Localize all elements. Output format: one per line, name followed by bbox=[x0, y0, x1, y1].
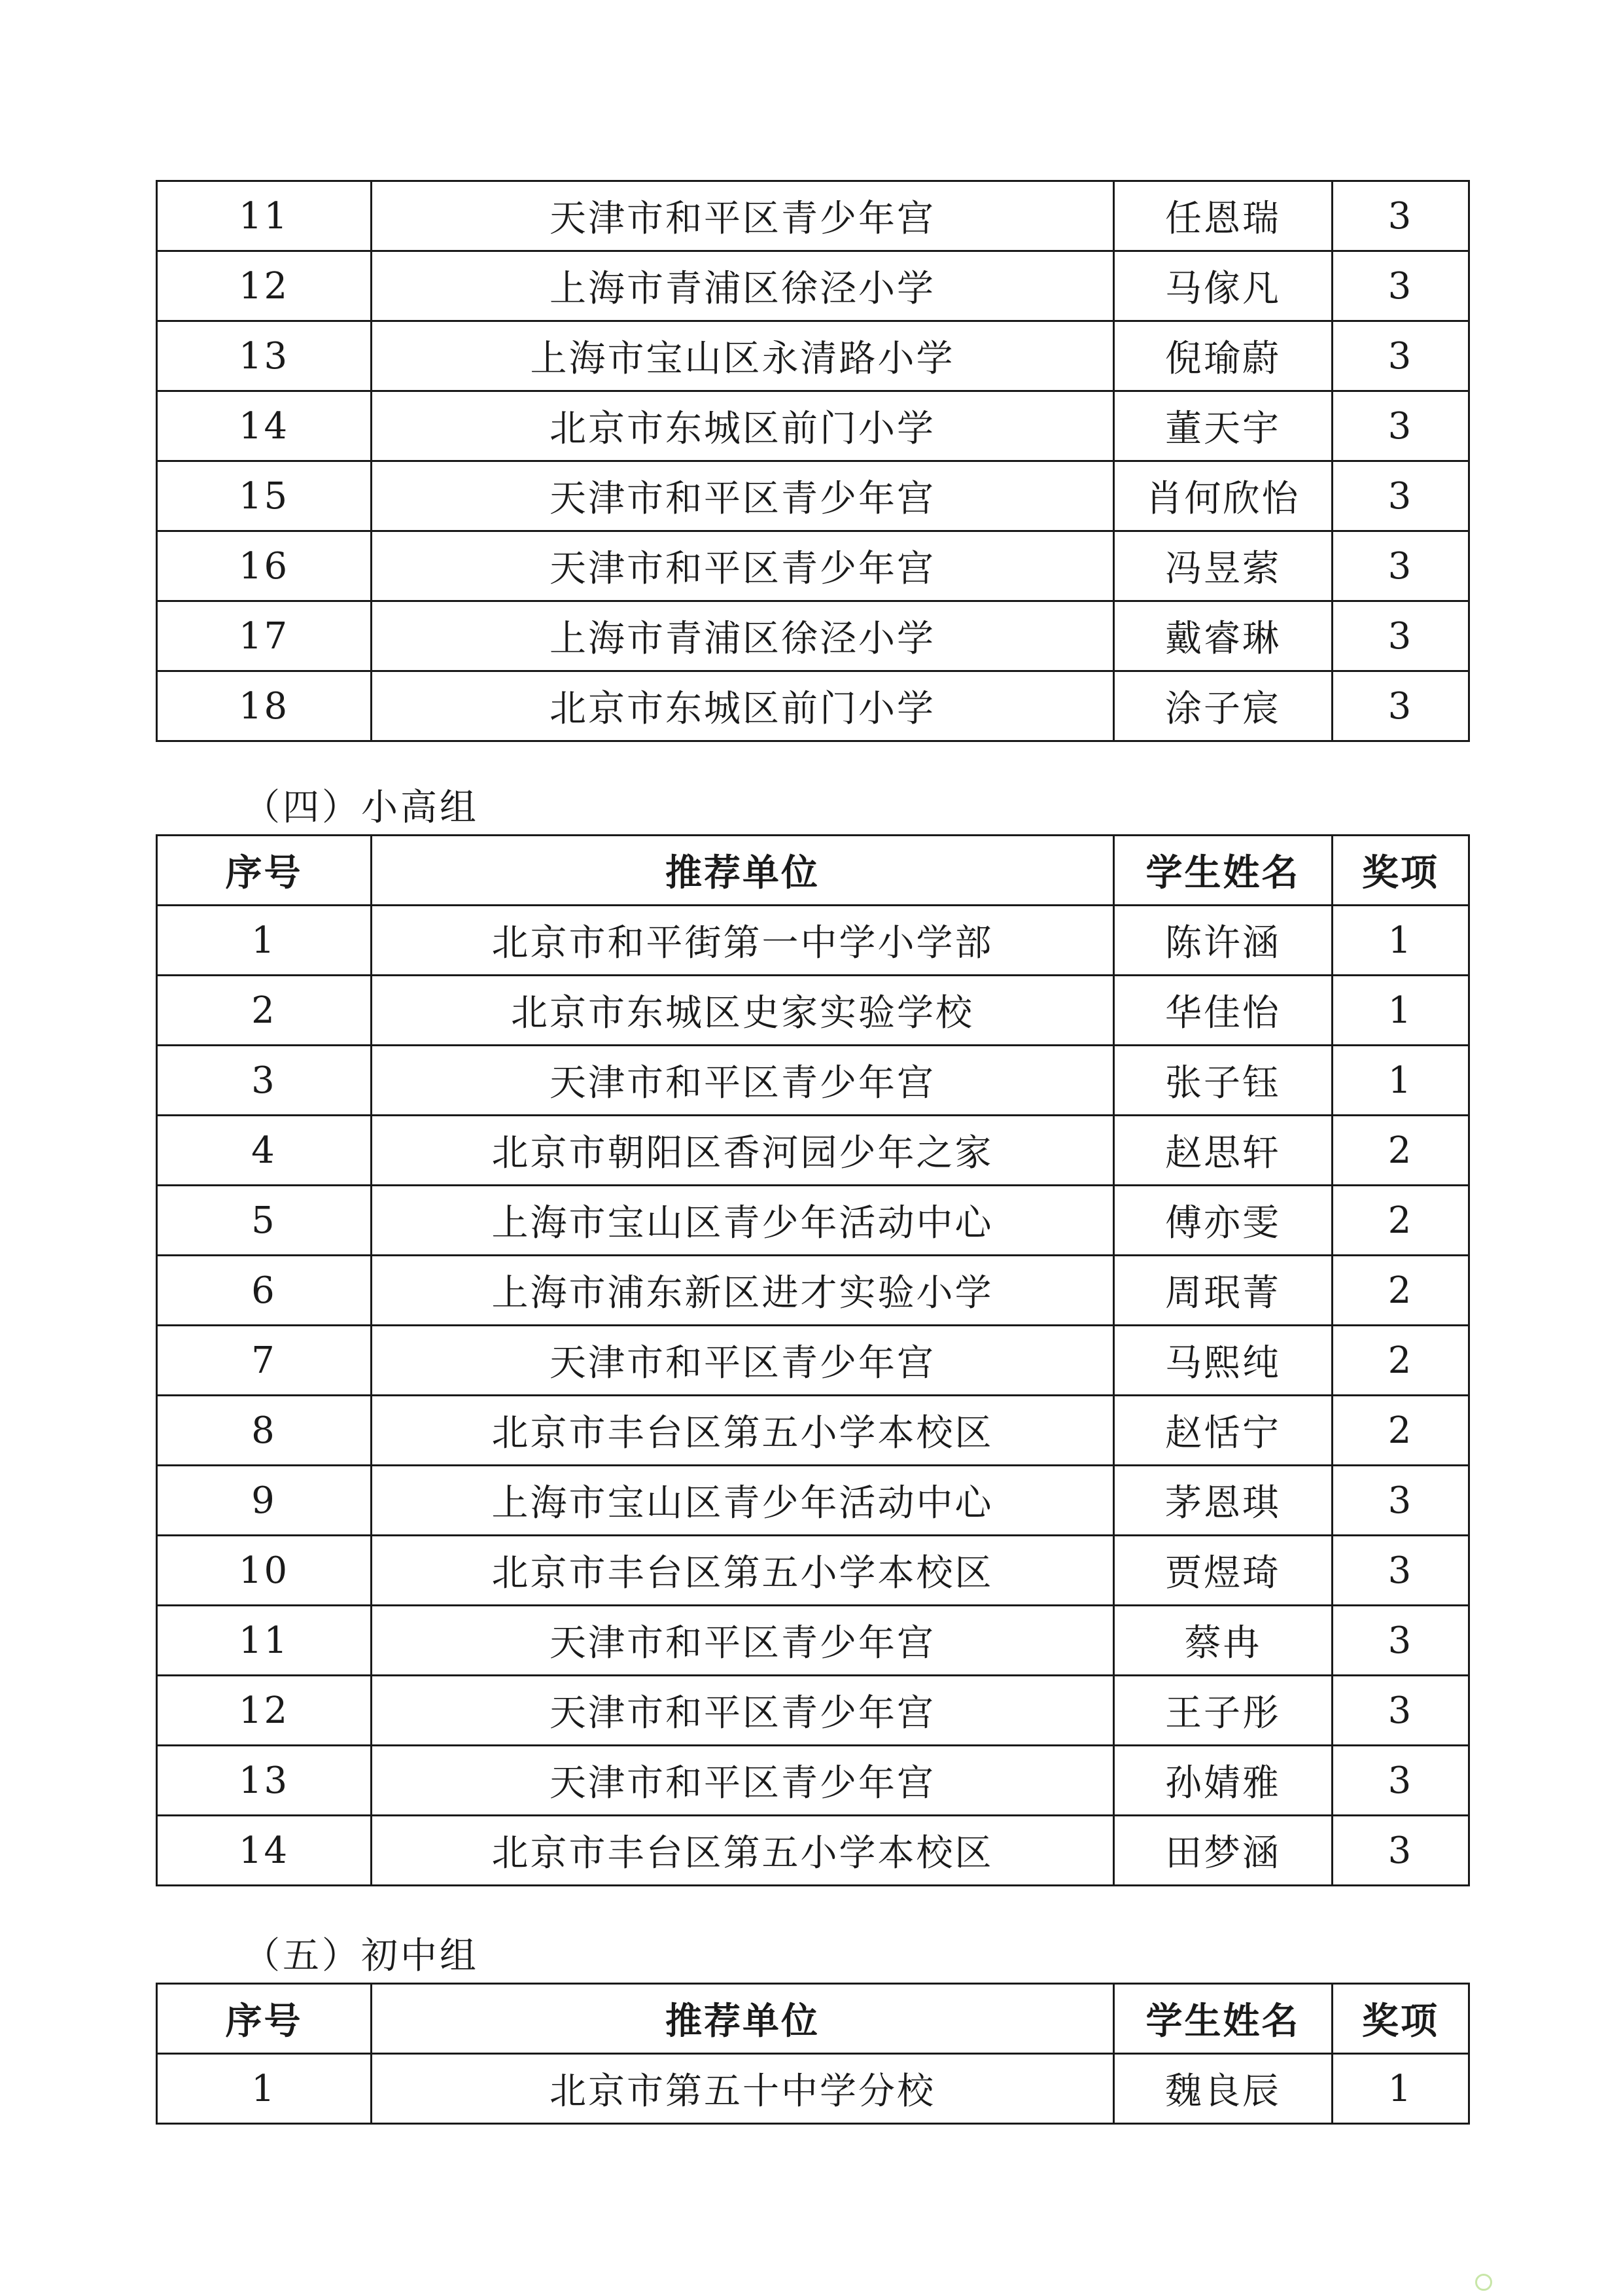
header-award: 奖项 bbox=[1333, 1984, 1469, 2054]
cell-no: 18 bbox=[157, 671, 372, 741]
cell-unit: 天津市和平区青少年宫 bbox=[372, 1046, 1114, 1116]
cell-unit: 天津市和平区青少年宫 bbox=[372, 1326, 1114, 1396]
cell-award: 3 bbox=[1333, 1816, 1469, 1886]
cell-name: 董天宇 bbox=[1114, 391, 1333, 461]
award-table-junior-high bbox=[156, 1983, 1470, 2125]
cell-unit: 北京市东城区史家实验学校 bbox=[372, 976, 1114, 1046]
cell-award: 1 bbox=[1333, 906, 1469, 976]
table-row bbox=[157, 601, 1469, 671]
table-row bbox=[157, 531, 1469, 601]
cell-name: 倪瑜蔚 bbox=[1114, 321, 1333, 391]
cell-award: 3 bbox=[1333, 1466, 1469, 1536]
award-table-primary-senior bbox=[156, 834, 1470, 1886]
cell-unit: 北京市东城区前门小学 bbox=[372, 391, 1114, 461]
header-no: 序号 bbox=[157, 1984, 372, 2054]
table-row bbox=[157, 1466, 1469, 1536]
cell-no: 15 bbox=[157, 461, 372, 531]
cell-no: 5 bbox=[157, 1186, 372, 1256]
table-row bbox=[157, 1186, 1469, 1256]
cell-unit: 天津市和平区青少年宫 bbox=[372, 1606, 1114, 1676]
cell-no: 6 bbox=[157, 1256, 372, 1326]
table-row bbox=[157, 251, 1469, 321]
cell-no: 9 bbox=[157, 1466, 372, 1536]
cell-no: 12 bbox=[157, 251, 372, 321]
table-row bbox=[157, 181, 1469, 251]
cell-name: 任恩瑞 bbox=[1114, 181, 1333, 251]
cell-unit: 天津市和平区青少年宫 bbox=[372, 1676, 1114, 1746]
cell-name: 张子钰 bbox=[1114, 1046, 1333, 1116]
section-heading-junior-high: （五）初中组 bbox=[243, 1935, 479, 1977]
cell-name: 赵思轩 bbox=[1114, 1116, 1333, 1186]
table-row bbox=[157, 1326, 1469, 1396]
cell-name: 蔡冉 bbox=[1114, 1606, 1333, 1676]
cell-name: 马熙纯 bbox=[1114, 1326, 1333, 1396]
cell-award: 3 bbox=[1333, 251, 1469, 321]
table-row bbox=[157, 1816, 1469, 1886]
cell-unit: 北京市丰台区第五小学本校区 bbox=[372, 1396, 1114, 1466]
cell-no: 1 bbox=[157, 906, 372, 976]
cell-no: 14 bbox=[157, 1816, 372, 1886]
cell-unit: 上海市浦东新区进才实验小学 bbox=[372, 1256, 1114, 1326]
award-table-continued bbox=[156, 180, 1470, 742]
cell-award: 2 bbox=[1333, 1186, 1469, 1256]
cell-award: 1 bbox=[1333, 1046, 1469, 1116]
cell-name: 贾煜琦 bbox=[1114, 1536, 1333, 1606]
cell-award: 3 bbox=[1333, 391, 1469, 461]
cell-unit: 北京市丰台区第五小学本校区 bbox=[372, 1816, 1114, 1886]
cell-unit: 北京市丰台区第五小学本校区 bbox=[372, 1536, 1114, 1606]
header-name: 学生姓名 bbox=[1114, 1984, 1333, 2054]
table-row bbox=[157, 1396, 1469, 1466]
cell-award: 1 bbox=[1333, 2054, 1469, 2124]
cell-no: 1 bbox=[157, 2054, 372, 2124]
cell-award: 2 bbox=[1333, 1326, 1469, 1396]
cell-award: 3 bbox=[1333, 1746, 1469, 1816]
cell-name: 魏良辰 bbox=[1114, 2054, 1333, 2124]
cell-award: 1 bbox=[1333, 976, 1469, 1046]
header-no: 序号 bbox=[157, 836, 372, 906]
cell-award: 3 bbox=[1333, 531, 1469, 601]
cell-no: 13 bbox=[157, 321, 372, 391]
cell-unit: 上海市宝山区青少年活动中心 bbox=[372, 1466, 1114, 1536]
cell-unit: 天津市和平区青少年宫 bbox=[372, 531, 1114, 601]
cell-award: 2 bbox=[1333, 1256, 1469, 1326]
table-header-row bbox=[157, 836, 1469, 906]
cell-unit: 上海市宝山区青少年活动中心 bbox=[372, 1186, 1114, 1256]
cell-name: 田梦涵 bbox=[1114, 1816, 1333, 1886]
table-row bbox=[157, 1046, 1469, 1116]
cell-no: 11 bbox=[157, 1606, 372, 1676]
cell-award: 3 bbox=[1333, 1676, 1469, 1746]
cell-award: 3 bbox=[1333, 671, 1469, 741]
cell-unit: 天津市和平区青少年宫 bbox=[372, 1746, 1114, 1816]
cell-no: 10 bbox=[157, 1536, 372, 1606]
cell-no: 4 bbox=[157, 1116, 372, 1186]
cell-unit: 北京市第五十中学分校 bbox=[372, 2054, 1114, 2124]
cell-unit: 上海市青浦区徐泾小学 bbox=[372, 601, 1114, 671]
table-row bbox=[157, 1256, 1469, 1326]
cell-award: 3 bbox=[1333, 1536, 1469, 1606]
cell-award: 3 bbox=[1333, 461, 1469, 531]
table-row bbox=[157, 671, 1469, 741]
cell-name: 傅亦雯 bbox=[1114, 1186, 1333, 1256]
table-row bbox=[157, 391, 1469, 461]
header-name: 学生姓名 bbox=[1114, 836, 1333, 906]
cell-unit: 上海市青浦区徐泾小学 bbox=[372, 251, 1114, 321]
cell-name: 孙婧雅 bbox=[1114, 1746, 1333, 1816]
cell-name: 陈许涵 bbox=[1114, 906, 1333, 976]
cell-name: 戴睿琳 bbox=[1114, 601, 1333, 671]
cell-unit: 北京市东城区前门小学 bbox=[372, 671, 1114, 741]
cell-name: 马傢凡 bbox=[1114, 251, 1333, 321]
header-unit: 推荐单位 bbox=[372, 1984, 1114, 2054]
table-row bbox=[157, 906, 1469, 976]
table-row bbox=[157, 2054, 1469, 2124]
cell-unit: 天津市和平区青少年宫 bbox=[372, 181, 1114, 251]
cell-name: 周珉菁 bbox=[1114, 1256, 1333, 1326]
table-row bbox=[157, 1746, 1469, 1816]
cell-name: 华佳怡 bbox=[1114, 976, 1333, 1046]
header-unit: 推荐单位 bbox=[372, 836, 1114, 906]
cell-no: 16 bbox=[157, 531, 372, 601]
table-row bbox=[157, 461, 1469, 531]
section-heading-primary-senior: （四）小高组 bbox=[243, 786, 479, 829]
cell-unit: 北京市和平街第一中学小学部 bbox=[372, 906, 1114, 976]
table-row bbox=[157, 976, 1469, 1046]
cell-no: 7 bbox=[157, 1326, 372, 1396]
cell-no: 13 bbox=[157, 1746, 372, 1816]
cell-award: 3 bbox=[1333, 601, 1469, 671]
cell-award: 3 bbox=[1333, 1606, 1469, 1676]
cell-no: 12 bbox=[157, 1676, 372, 1746]
cell-award: 3 bbox=[1333, 321, 1469, 391]
cell-no: 17 bbox=[157, 601, 372, 671]
cell-no: 2 bbox=[157, 976, 372, 1046]
cell-award: 2 bbox=[1333, 1396, 1469, 1466]
cell-name: 冯昱萦 bbox=[1114, 531, 1333, 601]
table-row bbox=[157, 1676, 1469, 1746]
header-award: 奖项 bbox=[1333, 836, 1469, 906]
cell-name: 肖何欣怡 bbox=[1114, 461, 1333, 531]
cell-name: 王子彤 bbox=[1114, 1676, 1333, 1746]
cell-no: 8 bbox=[157, 1396, 372, 1466]
cell-no: 11 bbox=[157, 181, 372, 251]
cell-award: 2 bbox=[1333, 1116, 1469, 1186]
cell-no: 14 bbox=[157, 391, 372, 461]
cell-name: 涂子宸 bbox=[1114, 671, 1333, 741]
cell-unit: 北京市朝阳区香河园少年之家 bbox=[372, 1116, 1114, 1186]
watermark-icon bbox=[1475, 2274, 1492, 2291]
cell-name: 赵恬宁 bbox=[1114, 1396, 1333, 1466]
cell-award: 3 bbox=[1333, 181, 1469, 251]
table-row bbox=[157, 1606, 1469, 1676]
cell-unit: 上海市宝山区永清路小学 bbox=[372, 321, 1114, 391]
table-row bbox=[157, 1116, 1469, 1186]
table-row bbox=[157, 321, 1469, 391]
table-header-row bbox=[157, 1984, 1469, 2054]
cell-unit: 天津市和平区青少年宫 bbox=[372, 461, 1114, 531]
cell-name: 茅恩琪 bbox=[1114, 1466, 1333, 1536]
table-row bbox=[157, 1536, 1469, 1606]
cell-no: 3 bbox=[157, 1046, 372, 1116]
